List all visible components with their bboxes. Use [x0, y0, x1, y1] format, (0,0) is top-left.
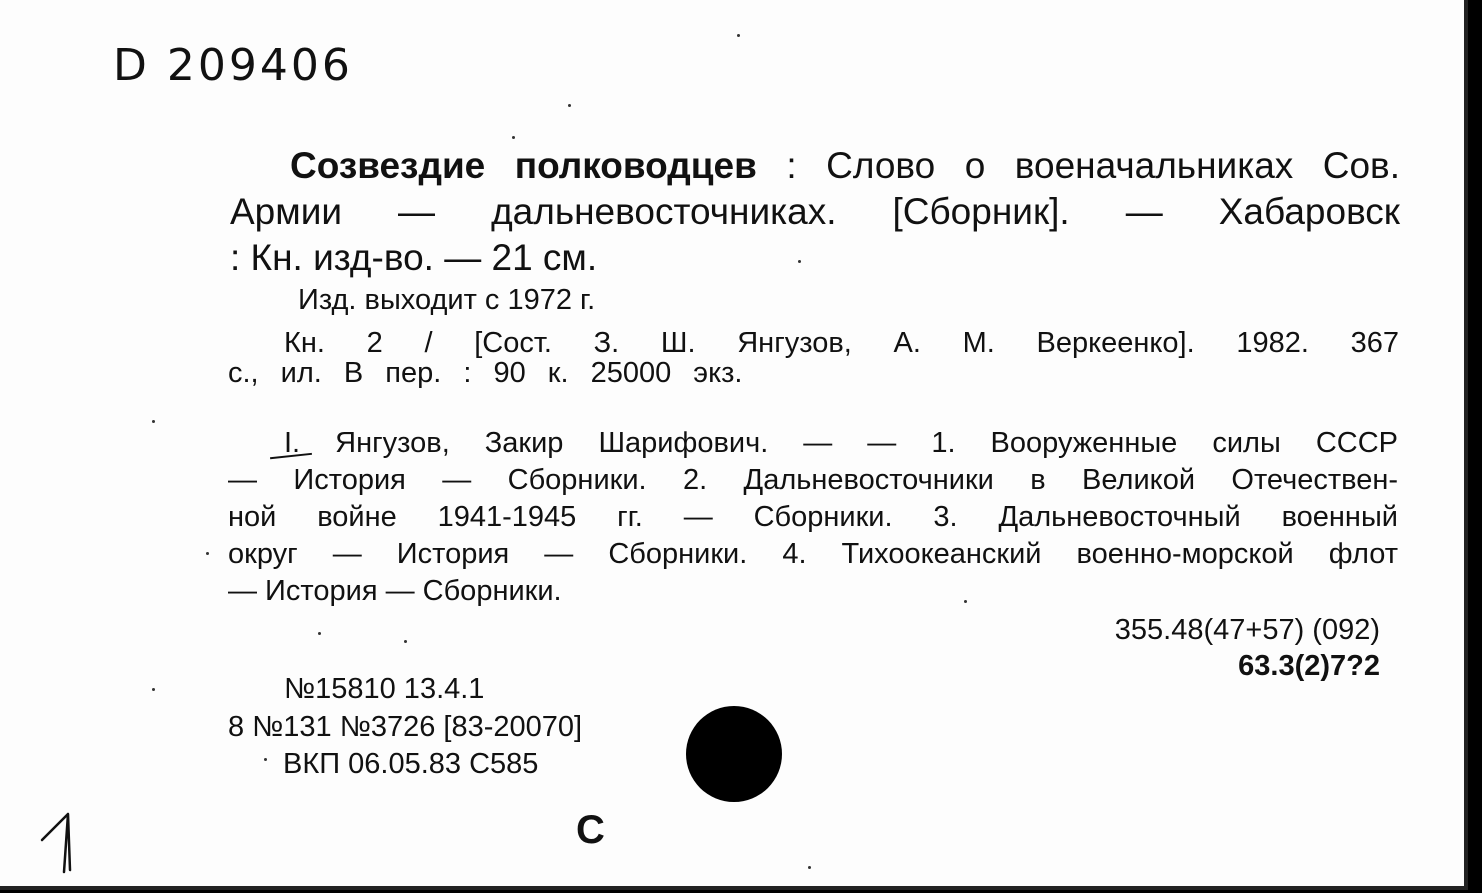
scan-speck: [808, 866, 811, 869]
classification-code-1: 355.48(47+57) (092): [1114, 614, 1380, 646]
scan-speck: [512, 136, 515, 139]
classification-codes: [1115, 612, 1380, 684]
subject-line-text: Янгузов, Закир Шарифович. — — 1. Вооруженные силы СССР: [300, 427, 1398, 459]
scan-speck: [404, 640, 407, 643]
handwritten-one-mark: [38, 808, 98, 878]
subject-line: [228, 425, 1398, 462]
scan-speck: [152, 688, 155, 691]
scan-speck: [264, 758, 267, 761]
punch-hole: [686, 706, 782, 802]
card-id: D 209406: [113, 40, 353, 91]
title-line-2: Армии — дальневосточниках. [Сборник]. — Хабаровск: [230, 191, 1400, 232]
scan-speck: [568, 104, 571, 107]
subject-headings: [228, 425, 1398, 610]
scan-speck: [152, 420, 155, 423]
registration-line-1: №15810 13.4.1: [284, 673, 485, 705]
scan-speck: [318, 632, 321, 635]
volume-line-2: с., ил. В пер. : 90 к. 25000 экз.: [228, 357, 743, 389]
title-block: [230, 143, 1400, 281]
title-line-3: : Кн. изд-во. — 21 см.: [230, 237, 598, 278]
classification-code-2: 63.3(2)7?2: [1238, 650, 1380, 682]
registration-line-2: 8 №131 №3726 [83-20070]: [228, 711, 583, 743]
scan-speck: [964, 600, 967, 603]
title-line-1: [230, 143, 1400, 189]
subject-line: — История — Сборники.: [228, 575, 562, 607]
scan-speck: [737, 34, 740, 37]
subject-line: — История — Сборники. 2. Дальневосточники в Великой Отечествен-: [228, 464, 1398, 496]
subject-line: ной войне 1941-1945 гг. — Сборники. 3. Дальневосточный военный: [228, 501, 1398, 533]
volume-line-1: Кн. 2 / [Сост. З. Ш. Янгузов, А. М. Веркеенко]. 1982. 367: [284, 327, 1399, 359]
book-title: Созвездие полководцев: [290, 145, 757, 186]
marker-letter: С: [576, 808, 605, 852]
subject-roman-numeral: I.: [284, 427, 301, 459]
subject-line: округ — История — Сборники. 4. Тихоокеанский военно-морской флот: [228, 538, 1398, 570]
scan-speck: [206, 552, 209, 555]
registration-line-3: ВКП 06.05.83 С585: [283, 748, 539, 780]
publication-note: Изд. выходит с 1972 г.: [298, 284, 596, 316]
scan-speck: [798, 260, 801, 263]
book-subtitle: : Слово о военачальниках Сов.: [756, 145, 1400, 186]
